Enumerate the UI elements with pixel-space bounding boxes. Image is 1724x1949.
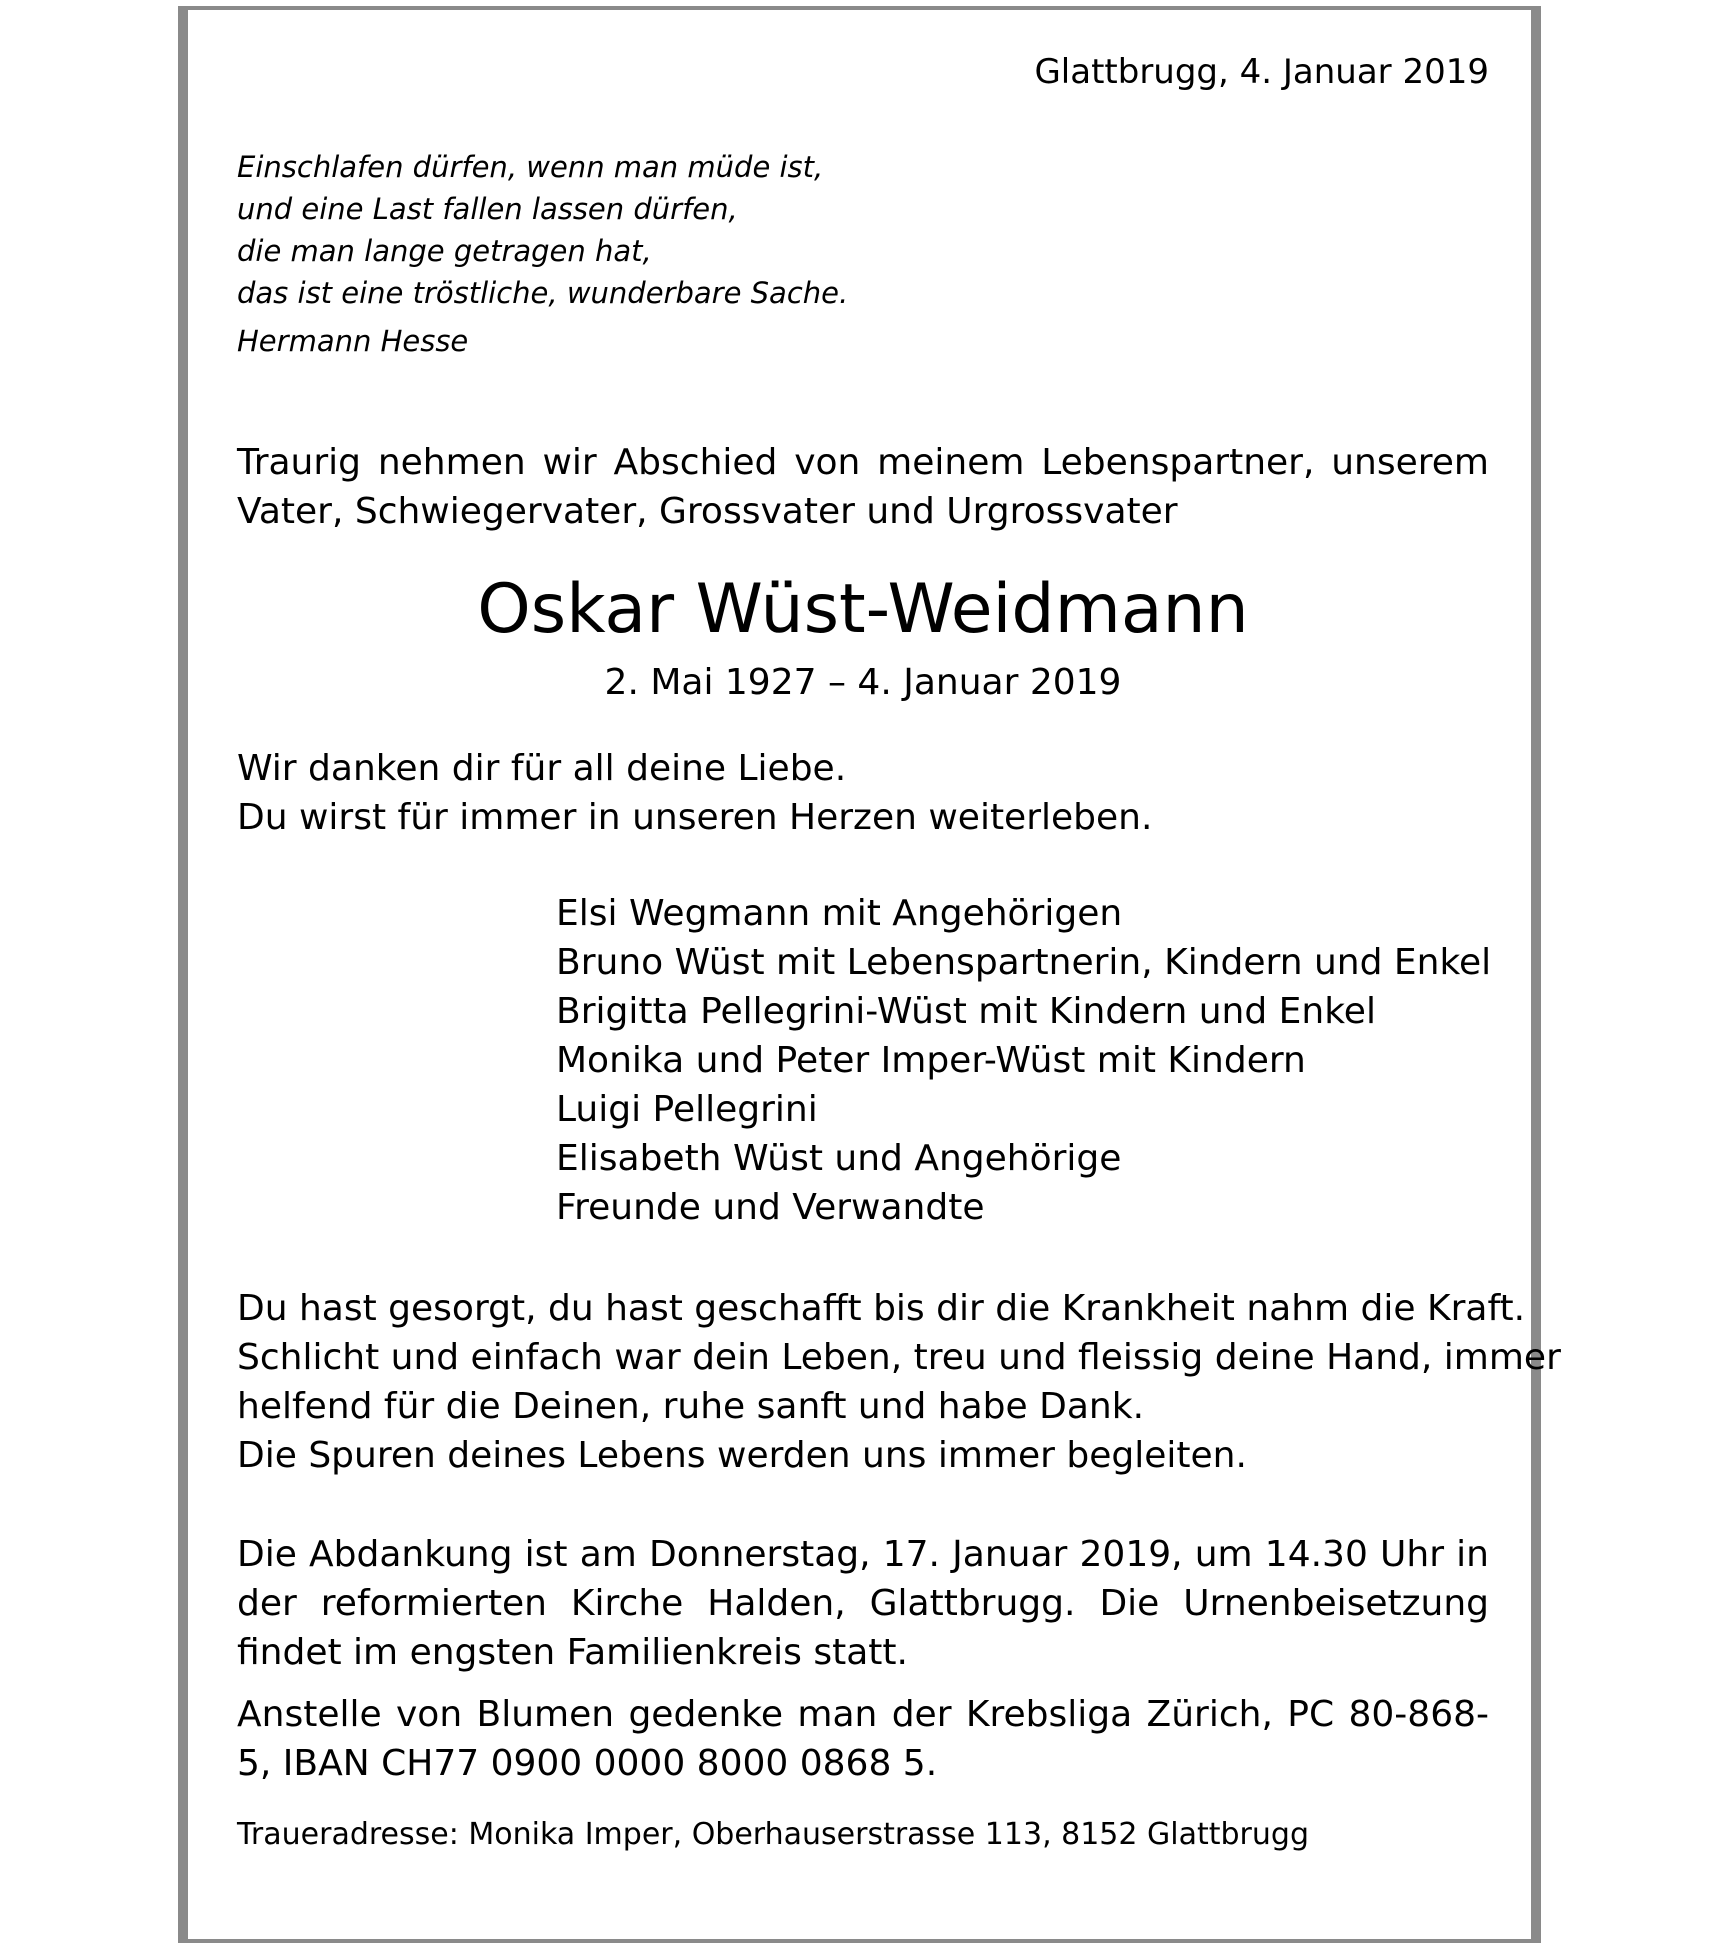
intro-text: Traurig nehmen wir Abschied von meinem Lebenspartner, unserem Vater, Schwiegervater, Grossvater und Urgrossvater (237, 442, 1489, 532)
mourner-entry: Luigi Pellegrini (556, 1089, 818, 1130)
memorial-verse (237, 1284, 1561, 1480)
poem-line: und eine Last fallen lassen dürfen, (237, 192, 738, 226)
poem-line: das ist eine tröstliche, wunderbare Sache. (237, 276, 849, 310)
donation-info: Anstelle von Blumen gedenke man der Krebsliga Zürich, PC 80-868-5, IBAN CH77 0900 0000 8000 0868 5. (237, 1694, 1489, 1784)
poem-line: Einschlafen dürfen, wenn man müde ist, (237, 150, 824, 184)
verse-line: Du hast gesorgt, du hast geschafft bis dir die Krankheit nahm die Kraft. (237, 1288, 1526, 1329)
thanks-line: Wir danken dir für all deine Liebe. (237, 748, 847, 789)
poem-line: die man lange getragen hat, (237, 234, 652, 268)
place-date: Glattbrugg, 4. Januar 2019 (1034, 52, 1489, 92)
life-dates: 2. Mai 1927 – 4. Januar 2019 (604, 662, 1122, 703)
mourner-entry: Monika und Peter Imper-Wüst mit Kindern (556, 1040, 1306, 1081)
poem-author: Hermann Hesse (237, 324, 469, 358)
mourner-entry: Bruno Wüst mit Lebenspartnerin, Kindern und Enkel (556, 942, 1492, 983)
mourner-entry: Elsi Wegmann mit Angehörigen (556, 893, 1123, 934)
mourner-entry: Freunde und Verwandte (556, 1187, 985, 1228)
thanks-text (237, 744, 1489, 842)
service-info: Die Abdankung ist am Donnerstag, 17. Januar 2019, um 14.30 Uhr in der reformierten Kirche Halden, Glattbrugg. Die Urnenbeisetzung findet im engsten Familienkreis statt. (237, 1534, 1489, 1673)
mourner-entry: Elisabeth Wüst und Angehörige (556, 1138, 1122, 1179)
mourning-address: Traueradresse: Monika Imper, Oberhauserstrasse 113, 8152 Glattbrugg (237, 1817, 1309, 1852)
verse-line: Schlicht und einfach war dein Leben, treu und fleissig deine Hand, immer (237, 1337, 1561, 1378)
poem (237, 146, 1489, 362)
mourners-list (556, 889, 1496, 1232)
verse-line: helfend für die Deinen, ruhe sanft und habe Dank. (237, 1386, 1145, 1427)
mourner-entry: Brigitta Pellegrini-Wüst mit Kindern und Enkel (556, 991, 1376, 1032)
deceased-name: Oskar Wüst-Weidmann (477, 570, 1249, 649)
thanks-line: Du wirst für immer in unseren Herzen weiterleben. (237, 797, 1153, 838)
verse-line: Die Spuren deines Lebens werden uns immer begleiten. (237, 1435, 1247, 1476)
